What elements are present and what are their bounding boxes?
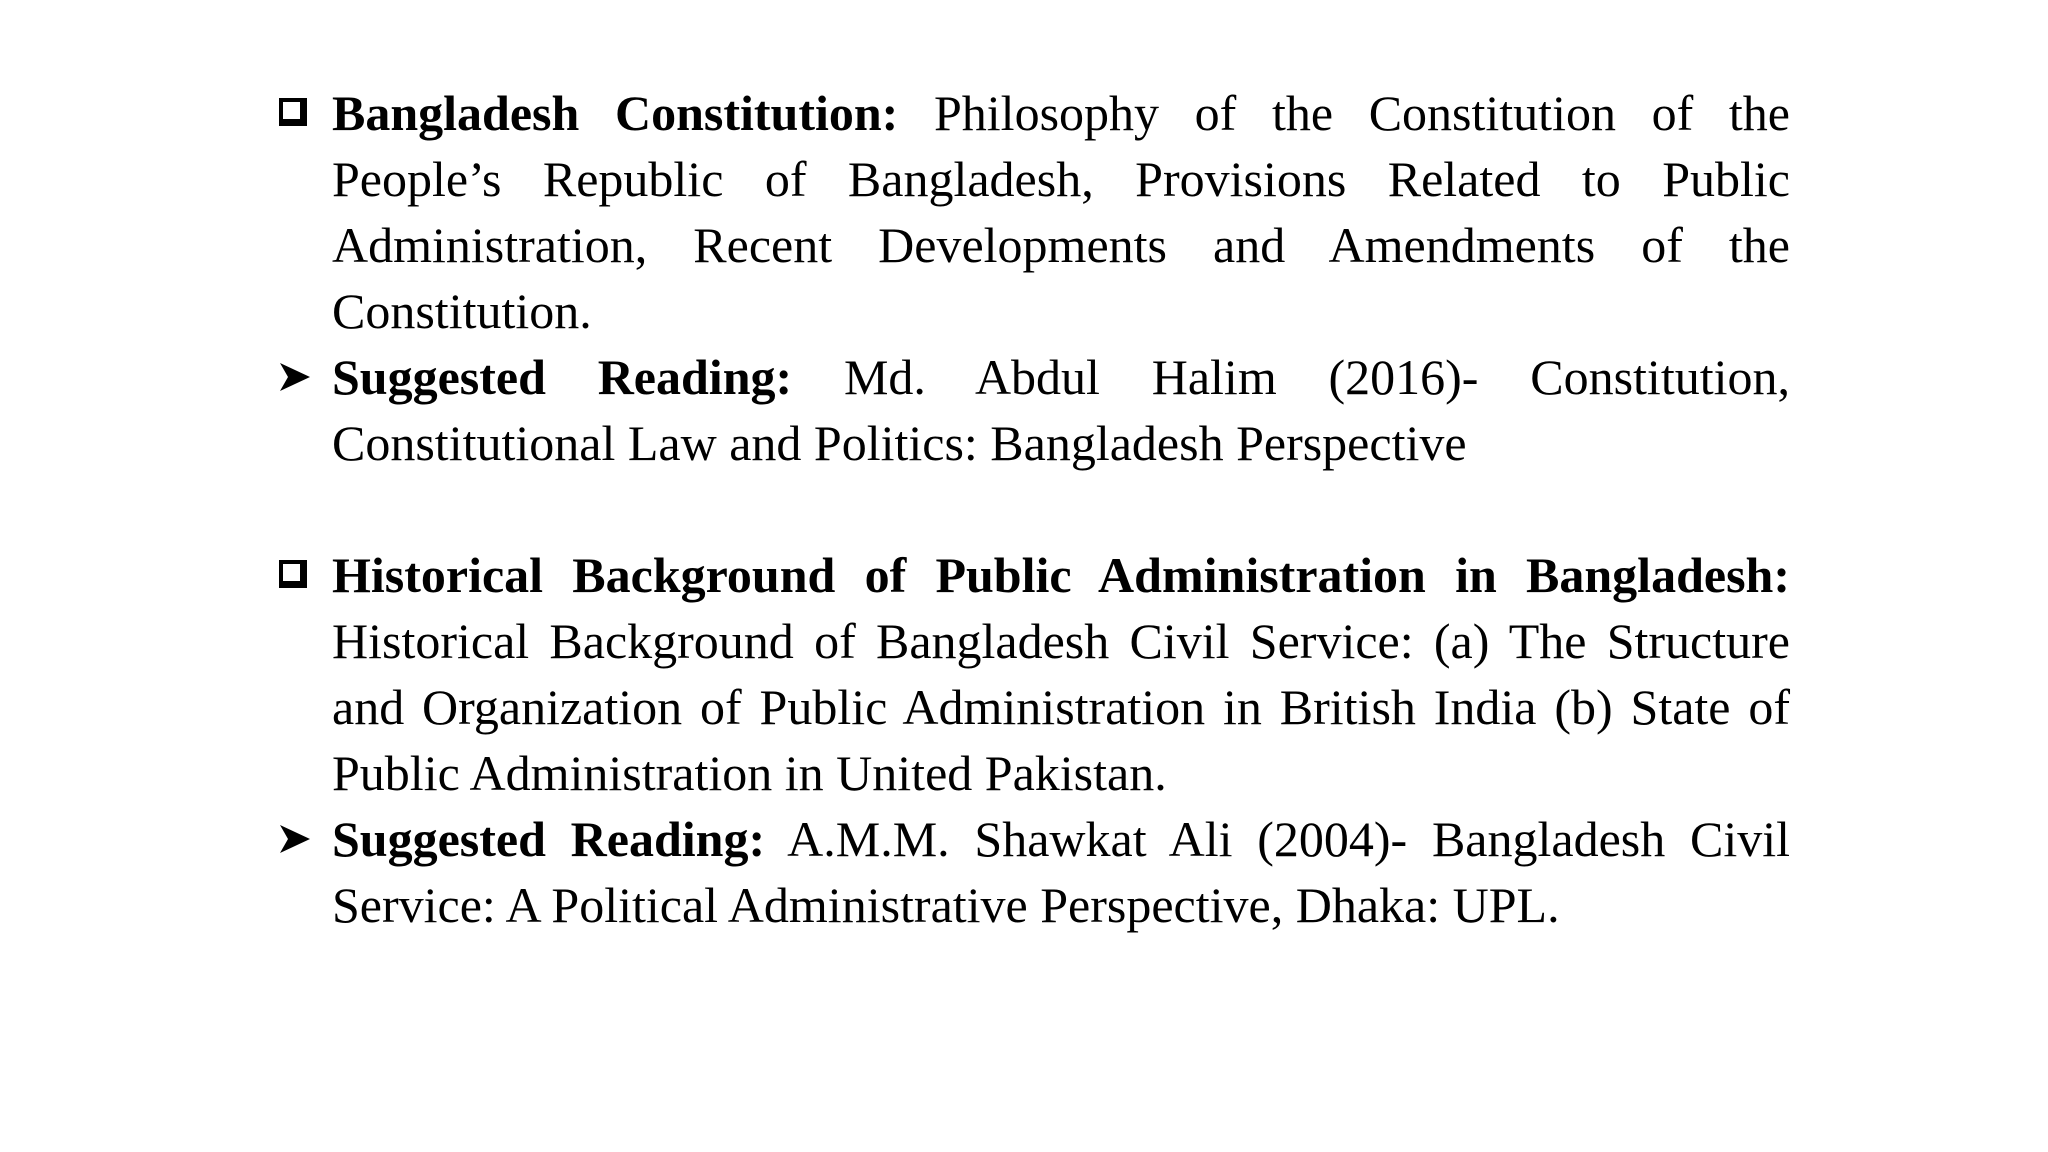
suggested-reading-constitution (276, 344, 1790, 476)
topic-historical-background (276, 542, 1790, 806)
reading-label: Suggested Reading: (332, 349, 793, 405)
reading-text: A.M.M. Shawkat Ali (2004)- Bangladesh Civil Service: A Political Administrative Perspective, Dhaka: UPL. (332, 811, 1791, 933)
topic-text: Historical Background of Bangladesh Civil Service: (a) The Structure and Organization of Public Administration in British India (b) State of Public Administration in United Pakistan. (332, 613, 1790, 801)
topic-text: Philosophy of the Constitution of the People’s Republic of Bangladesh, Provisions Related to Public Administration, Recent Developments and Amendments of the Constitution. (332, 85, 1790, 339)
suggested-reading-historical (276, 806, 1790, 938)
reading-text: Md. Abdul Halim (2016)- Constitution, Constitutional Law and Politics: Bangladesh Perspective (332, 349, 1790, 471)
reading-label: Suggested Reading: (332, 811, 766, 867)
slide-content (276, 80, 1790, 938)
arrowhead-bullet-icon (276, 806, 332, 872)
topic-heading: Bangladesh Constitution: (332, 85, 899, 141)
arrowhead-bullet-icon (276, 344, 332, 410)
topic-heading: Historical Background of Public Administration in Bangladesh: (332, 547, 1790, 603)
square-bullet-icon (276, 80, 332, 146)
topic-bangladesh-constitution (276, 80, 1790, 344)
square-bullet-icon (276, 542, 332, 608)
